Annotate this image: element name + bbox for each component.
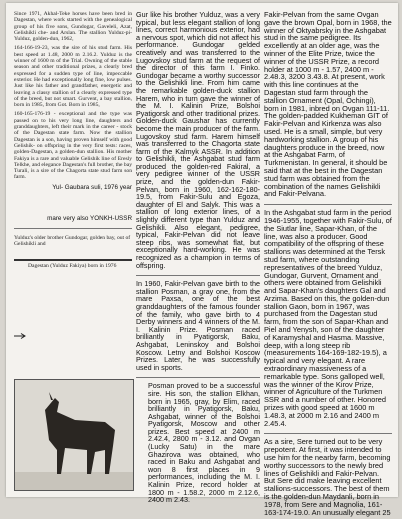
photo-caption-1: Yulduz's older brother Gundogar, golden bay, out of Gelishikli and [14,234,131,248]
column-2 [136,11,260,507]
signature-line: Yul- Gaubara suli, 1976 year [52,183,132,191]
divider [264,433,392,434]
mare-note: mare very also YONKH-USSR [47,214,132,222]
divider [14,228,132,229]
paragraph-large: Fakir-Pelvan from the same Ovgan gave the brown Opal, born in 1968, the winner of Oktyabrsky in the Ashgabat stud in the same pedigree. Its excellently at an older age, was the winner of the Elite Prize, twice the winner of the USSR Prize, a record holder at 1000 m - 1.57, 2400 m - 2.48.3, 3200 3.43.8. At present, work with this line continues at the Dagestan stud farm through the stallion Ornament (Opal, Ochingi), born in 1981, inbred on Ovgan 111-11. The golden-padded Kukheman GIT of Fakir-Pelvan and Kirkenza was also used. He is a small, simple, but very hardworking stallion. A group of his daughters produce in the breed, now at the Ashgabat Farm, of Turkmenistan. In general, it should be said that at the best in the Dagestan stud farm was obtained from the combination of the names Gelishikli and Fakir-Pelvana. [264,10,392,199]
divider-heavy [14,259,132,261]
divider [136,275,260,276]
column-1 [14,11,132,272]
paragraph: 160-165-176-19 - exceptional and the type was passed on to his very long line, daughters and granddaughters, left their mark in the career - stock of the Dagestan state farm. Now the stallion Dagestan is a son, having proven himself with good Gelishik- on offspring in the very first tests: races, golden-Dagestan, a golden-dun stallion. His mother Fakiya is a rare and valuable Gelishik line of Eresly Telkhe, and elegance Dagestan's full brother, the bay Turali, is a sire of the Chagorta state stud farm son farm. [14,111,132,181]
paragraph-large: Posman proved to be a successful sire. His son, the stallion Elkhan, born in 1965, gray, by Elim, raced brilliantly in Pyatigorsk, Baku, Ashgabat, winner of the Bolshoi Pyatigorsk, Moscow and other prizes. Best speed at 2400 m 2.42.4, 2800 m - 3.12. and Ovgan (Lucky Satu) in the mare Ghazirova was obtained, who raced in Baku and Ashgabat and won 8 first places in 9 performances, including the M. I. Kalinin Prize, record holder at 1800 m - 1.58.2, 2000 m 2.12.6, 2400 m 2.43. [148,381,260,505]
column-3 [264,11,392,519]
arrow-icon [14,333,26,339]
magazine-page [6,3,398,517]
horse-icon [15,380,133,490]
divider [264,204,392,205]
photo-caption-2: Dagestan (Yulduz Fakiya) born in 1976 [28,262,117,269]
paragraph-large: As a sire, Sere turned out to be very prepotent. At first, it was intended to use him for the nearby farm, becoming worthy successors to the newly bred lines of Gelishikli and Fakir-Pelvan. But Sere did make leaving excellent stallions-successors. The best of them is the golden-dun Maydanli, born in 1978, from Sere and Magnolia, 161-163-174-19.0. An unusually elegant 25 [264,437,391,517]
paragraph: Since 1971, Akhal-Teke horses have been bred in Dagestan, where work started with the genealogical group of his five sons, Gundogar, Gaveleli, Azat, Gelishikli che- and Arslan. The stallion Yulduz-pi- Yulduz, golden-dun, 1962, [14,11,132,43]
divider [136,377,260,378]
paragraph-large: In 1960, Fakir-Pelvan gave birth to the stallion Posman, a gray one, from the mare Paxsa, one of the best granddaughters of the famous founder of the family, who gave birth to 4 Derby winners and 4 winners of the M. I. Kalinin Prize. Posman raced brilliantly in Pyatigorsk, Baku, Ashgabat, Leninskoy and Bolshoi Koscow. Letny and Bolshoi Koscow Prizes. Later, he was successfully used in sports. [136,279,260,372]
paragraph: 164-166-19-23, was the sire of his stud farm. His best speed at 1.48, 2000 m 2.16.2. Yulduz is the winner of 1600 m of the Trial. Owning of the stable season and other traditional prizes, a clearly bred expressed for a sudden type of line, impeccable exterior. He had exceptionally long fine, low pulses. Just like his father and grandfather, energetic and leaving a classy stallion of a clearly expressed type of the breed, but not smart. Gurvent, a bay stallion, born in 1985, from Got. Born in 1985, [14,45,132,109]
paragraph-large: Gur like his brother Yulduz, was a very typical, but less elegant stallion of long lines, correct harmonious exterior, had a nervous spot, which did not affect his performance. Gundogar gelded creatively and was transferred to the Lugovskoy stud farm at the request of the director of this farm I. Finko. Gundogar became a worthy successor to the Gelishikli line. From him came the remarkable golden-duck stallion Harem, who in turn gave the winner of the M. I. Kalinin Prize, Bolshoi Pyatigorsk and other traditional prizes. Golden-duck Gaushar has currently become the main producer of the farm. Lugovskoy stud farm. Harem himself was transferred to the Chagorta state farm of the Kalmyk ASSR. In addition to Gelishikli, the Ashgabat stud farm produced the golden-red Fakiral, a very pedigree winner of the USSR prize, and the golden-dun Fakir-Pelvan, born in 1960, 162-162-180-19.5, from Fakir-Sulu and Egoza, daughter of El and Salyk. This was a stallion of long exterior lines, of a slightly different type than Yulduz and Gelishikli. Also elegant, pedigree, typical, Fakir-Pelvan did not leave steep ribs, was somewhat flat, but exceptionally hard-working. He was recognized as a champion in terms of offspring. [136,10,260,270]
paragraph-large: In the Ashgabat stud farm in the period 1946-1955, together with Fakir-Sulu, of the Siutlar line, Sapar-Khan, of the line, was also a producer. Good compatibility of the offspring of these stallions was determined at the Tersk stud farm, where outstanding representatives of the breed Yulduz, Gundogar, Gurvent, Ornament and others were obtained from Gelishikli and Sapar-Khan's daughters Gal and Arzima. Based on this, the golden-dun stallion Gaon, born in 1967, was purchased from the Dagestan stud farm, from the son of Sapar-Khan and Piel and Yenysh, son of the daughter of Karamyshal and Hasma. Massive, deep, with a long steep rib (measurements 164-169-182-19.5), a typical and very elegant. A rare extraordinary massiveness of a remarkable type. Sons galloped well, was the winner of the Kirov Prize, winner of Agriculture of the Turkmen SSR and a number of other. Honored prizes with good speed at 1600 m 1.48.3, at 2000 m 2.16 and 2400 m 2.45.4. [264,208,392,428]
horse-photo [14,379,134,491]
